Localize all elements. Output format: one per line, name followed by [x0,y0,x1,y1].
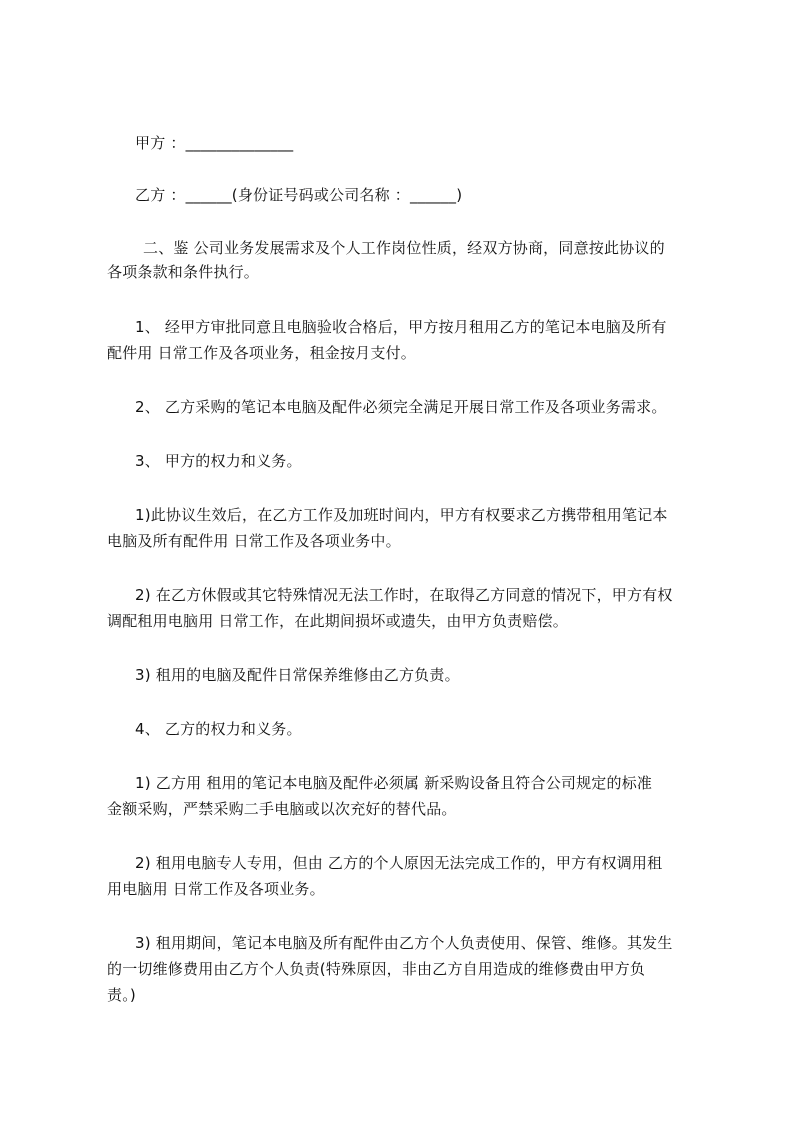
item3-3-line: 3) 租用的电脑及配件日常保养维修由乙方负责。 [135,666,460,684]
item3-heading: 3、 甲方的权力和义务。 [135,452,302,470]
item3-2-line-1: 2) 在乙方休假或其它特殊情况无法工作时，在取得乙方同意的情况下，甲方有权 [135,586,673,604]
party-a-line: 甲方 ：______________ [135,134,294,152]
intro-line-2: 各项条款和条件执行。 [107,263,260,281]
item4-3-line-3: 责。) [107,986,136,1004]
item3-1-line-1: 1)此协议生效后，在乙方工作及加班时间内，甲方有权要求乙方携带租用笔记本 [135,506,668,524]
party-b-line: 乙方 ：______(身份证号码或公司名称 ：______) [135,186,463,204]
item4-3-line-2: 的一切维修费用由乙方个人负责(特殊原因，非由乙方自用造成的维修费由甲方负 [107,960,646,978]
item1-line-2: 配件用 日常工作及各项业务，租金按月支付。 [107,344,416,362]
item2-line: 2、 乙方采购的笔记本电脑及配件必须完全满足开展日常工作及各项业务需求。 [135,398,667,416]
item4-1-line-2: 金额采购，严禁采购二手电脑或以次充好的替代品。 [107,800,457,818]
item4-2-line-2: 用电脑用 日常工作及各项业务。 [107,880,325,898]
item1-line-1: 1、 经甲方审批同意且电脑验收合格后，甲方按月租用乙方的笔记本电脑及所有 [135,318,667,336]
item4-1-line-1: 1) 乙方用 租用的笔记本电脑及配件必须属 新采购设备且符合公司规定的标准 [135,774,653,792]
item3-1-line-2: 电脑及所有配件用 日常工作及各项业务中。 [107,532,401,550]
item3-2-line-2: 调配租用电脑用 日常工作，在此期间损坏或遗失，由甲方负责赔偿。 [107,612,568,630]
intro-line-1: 二、鉴 公司业务发展需求及个人工作岗位性质，经双方协商，同意按此协议的 [143,239,665,257]
item4-3-line-1: 3) 租用期间，笔记本电脑及所有配件由乙方个人负责使用、保管、维修。其发生 [135,934,673,952]
item4-heading: 4、 乙方的权力和义务。 [135,720,302,738]
item4-2-line-1: 2) 租用电脑专人专用，但由 乙方的个人原因无法完成工作的，甲方有权调用租 [135,854,663,872]
